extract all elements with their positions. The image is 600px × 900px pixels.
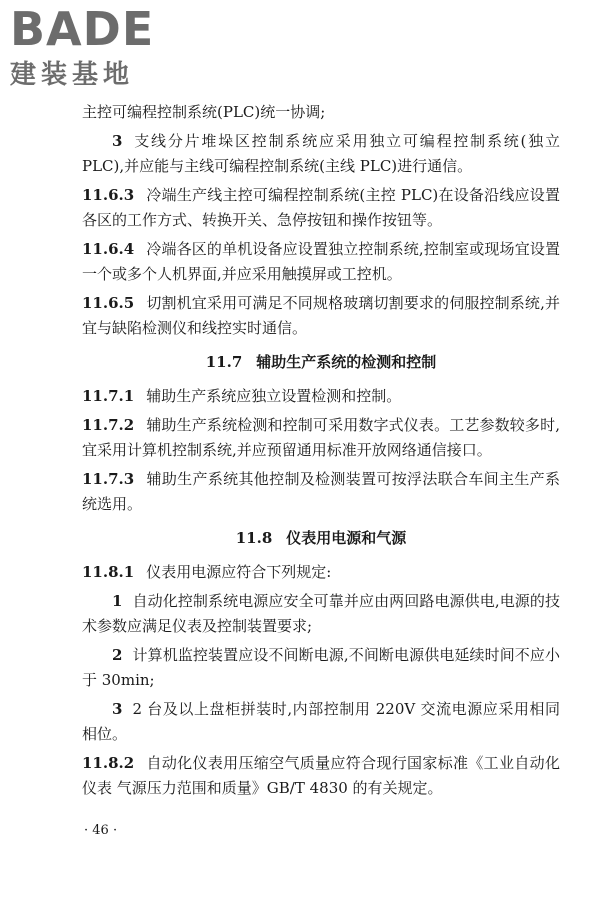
clause-text: 自动化控制系统电源应安全可靠并应由两回路电源供电,电源的技术参数应满足仪表及控制装置要求; — [82, 592, 560, 635]
clause-number: 11.7.2 — [82, 416, 135, 434]
clause-text: 辅助生产系统检测和控制可采用数字式仪表。工艺参数较多时,宜采用计算机控制系统,并应预留通用标准开放网络通信接口。 — [82, 416, 560, 459]
logo-brand-text: BADE — [10, 2, 155, 56]
clause-text: 冷端各区的单机设备应设置独立控制系统,控制室或现场宜设置一个或多个人机界面,并应采用触摸屏或工控机。 — [82, 240, 560, 283]
clause-text: 主控可编程控制系统(PLC)统一协调; — [82, 103, 326, 121]
clause-text: 辅助生产系统其他控制及检测装置可按浮法联合车间主生产系统选用。 — [82, 470, 560, 513]
clauses-11-8 — [82, 560, 560, 801]
clause-text: 计算机监控装置应设不间断电源,不间断电源供电延续时间不应小于 30min; — [82, 646, 560, 689]
clause-number: 11.8.1 — [82, 563, 135, 581]
list-item — [82, 129, 560, 179]
clause-number: 3 — [112, 132, 123, 150]
clause-paragraph — [82, 183, 560, 233]
clauses-11-7 — [82, 384, 560, 517]
clause-paragraph — [82, 467, 560, 517]
clause-number: 11.6.3 — [82, 186, 135, 204]
section-number: 11.7 — [205, 353, 243, 371]
clause-text: 切割机宜采用可满足不同规格玻璃切割要求的伺服控制系统,并宜与缺陷检测仪和线控实时通信。 — [82, 294, 560, 337]
section-number: 11.8 — [235, 529, 273, 547]
list-item — [82, 589, 560, 639]
clause-paragraph — [82, 291, 560, 341]
clause-number: 11.6.4 — [82, 240, 135, 258]
clause-paragraph — [82, 237, 560, 287]
clause-number: 11.7.1 — [82, 387, 135, 405]
clause-paragraph — [82, 751, 560, 801]
clause-paragraph — [82, 384, 560, 409]
clause-number: 11.8.2 — [82, 754, 135, 772]
section-title: 辅助生产系统的检测和控制 — [256, 353, 437, 371]
section-heading-11-8 — [82, 526, 560, 551]
clause-paragraph — [82, 413, 560, 463]
clause-text: 2 台及以上盘柜拼装时,内部控制用 220V 交流电源应采用相同相位。 — [82, 700, 560, 743]
clause-text: 支线分片堆垛区控制系统应采用独立可编程控制系统(独立 PLC),并应能与主线可编程控制系统(主线 PLC)进行通信。 — [82, 132, 560, 175]
bade-logo — [10, 2, 180, 90]
continuation-paragraph — [82, 100, 560, 125]
document-body — [82, 100, 560, 805]
clause-number: 2 — [112, 646, 123, 664]
clause-number: 1 — [112, 592, 123, 610]
page-number: · 46 · — [84, 823, 118, 838]
clause-paragraph — [82, 560, 560, 585]
clause-number: 3 — [112, 700, 123, 718]
clause-text: 冷端生产线主控可编程控制系统(主控 PLC)在设备沿线应设置各区的工作方式、转换开关、急停按钮和操作按钮等。 — [82, 186, 560, 229]
clause-text: 仪表用电源应符合下列规定: — [146, 563, 332, 581]
list-item — [82, 643, 560, 693]
clause-text: 辅助生产系统应独立设置检测和控制。 — [146, 387, 402, 405]
list-item — [82, 697, 560, 747]
clause-number: 11.7.3 — [82, 470, 135, 488]
section-heading-11-7 — [82, 350, 560, 375]
section-title: 仪表用电源和气源 — [286, 529, 407, 547]
clause-number: 11.6.5 — [82, 294, 135, 312]
logo-subtitle-text: 建装基地 — [10, 60, 135, 90]
clauses-11-6 — [82, 100, 560, 341]
clause-text: 自动化仪表用压缩空气质量应符合现行国家标准《工业自动化仪表 气源压力范围和质量》GB/T 4830 的有关规定。 — [82, 754, 560, 797]
